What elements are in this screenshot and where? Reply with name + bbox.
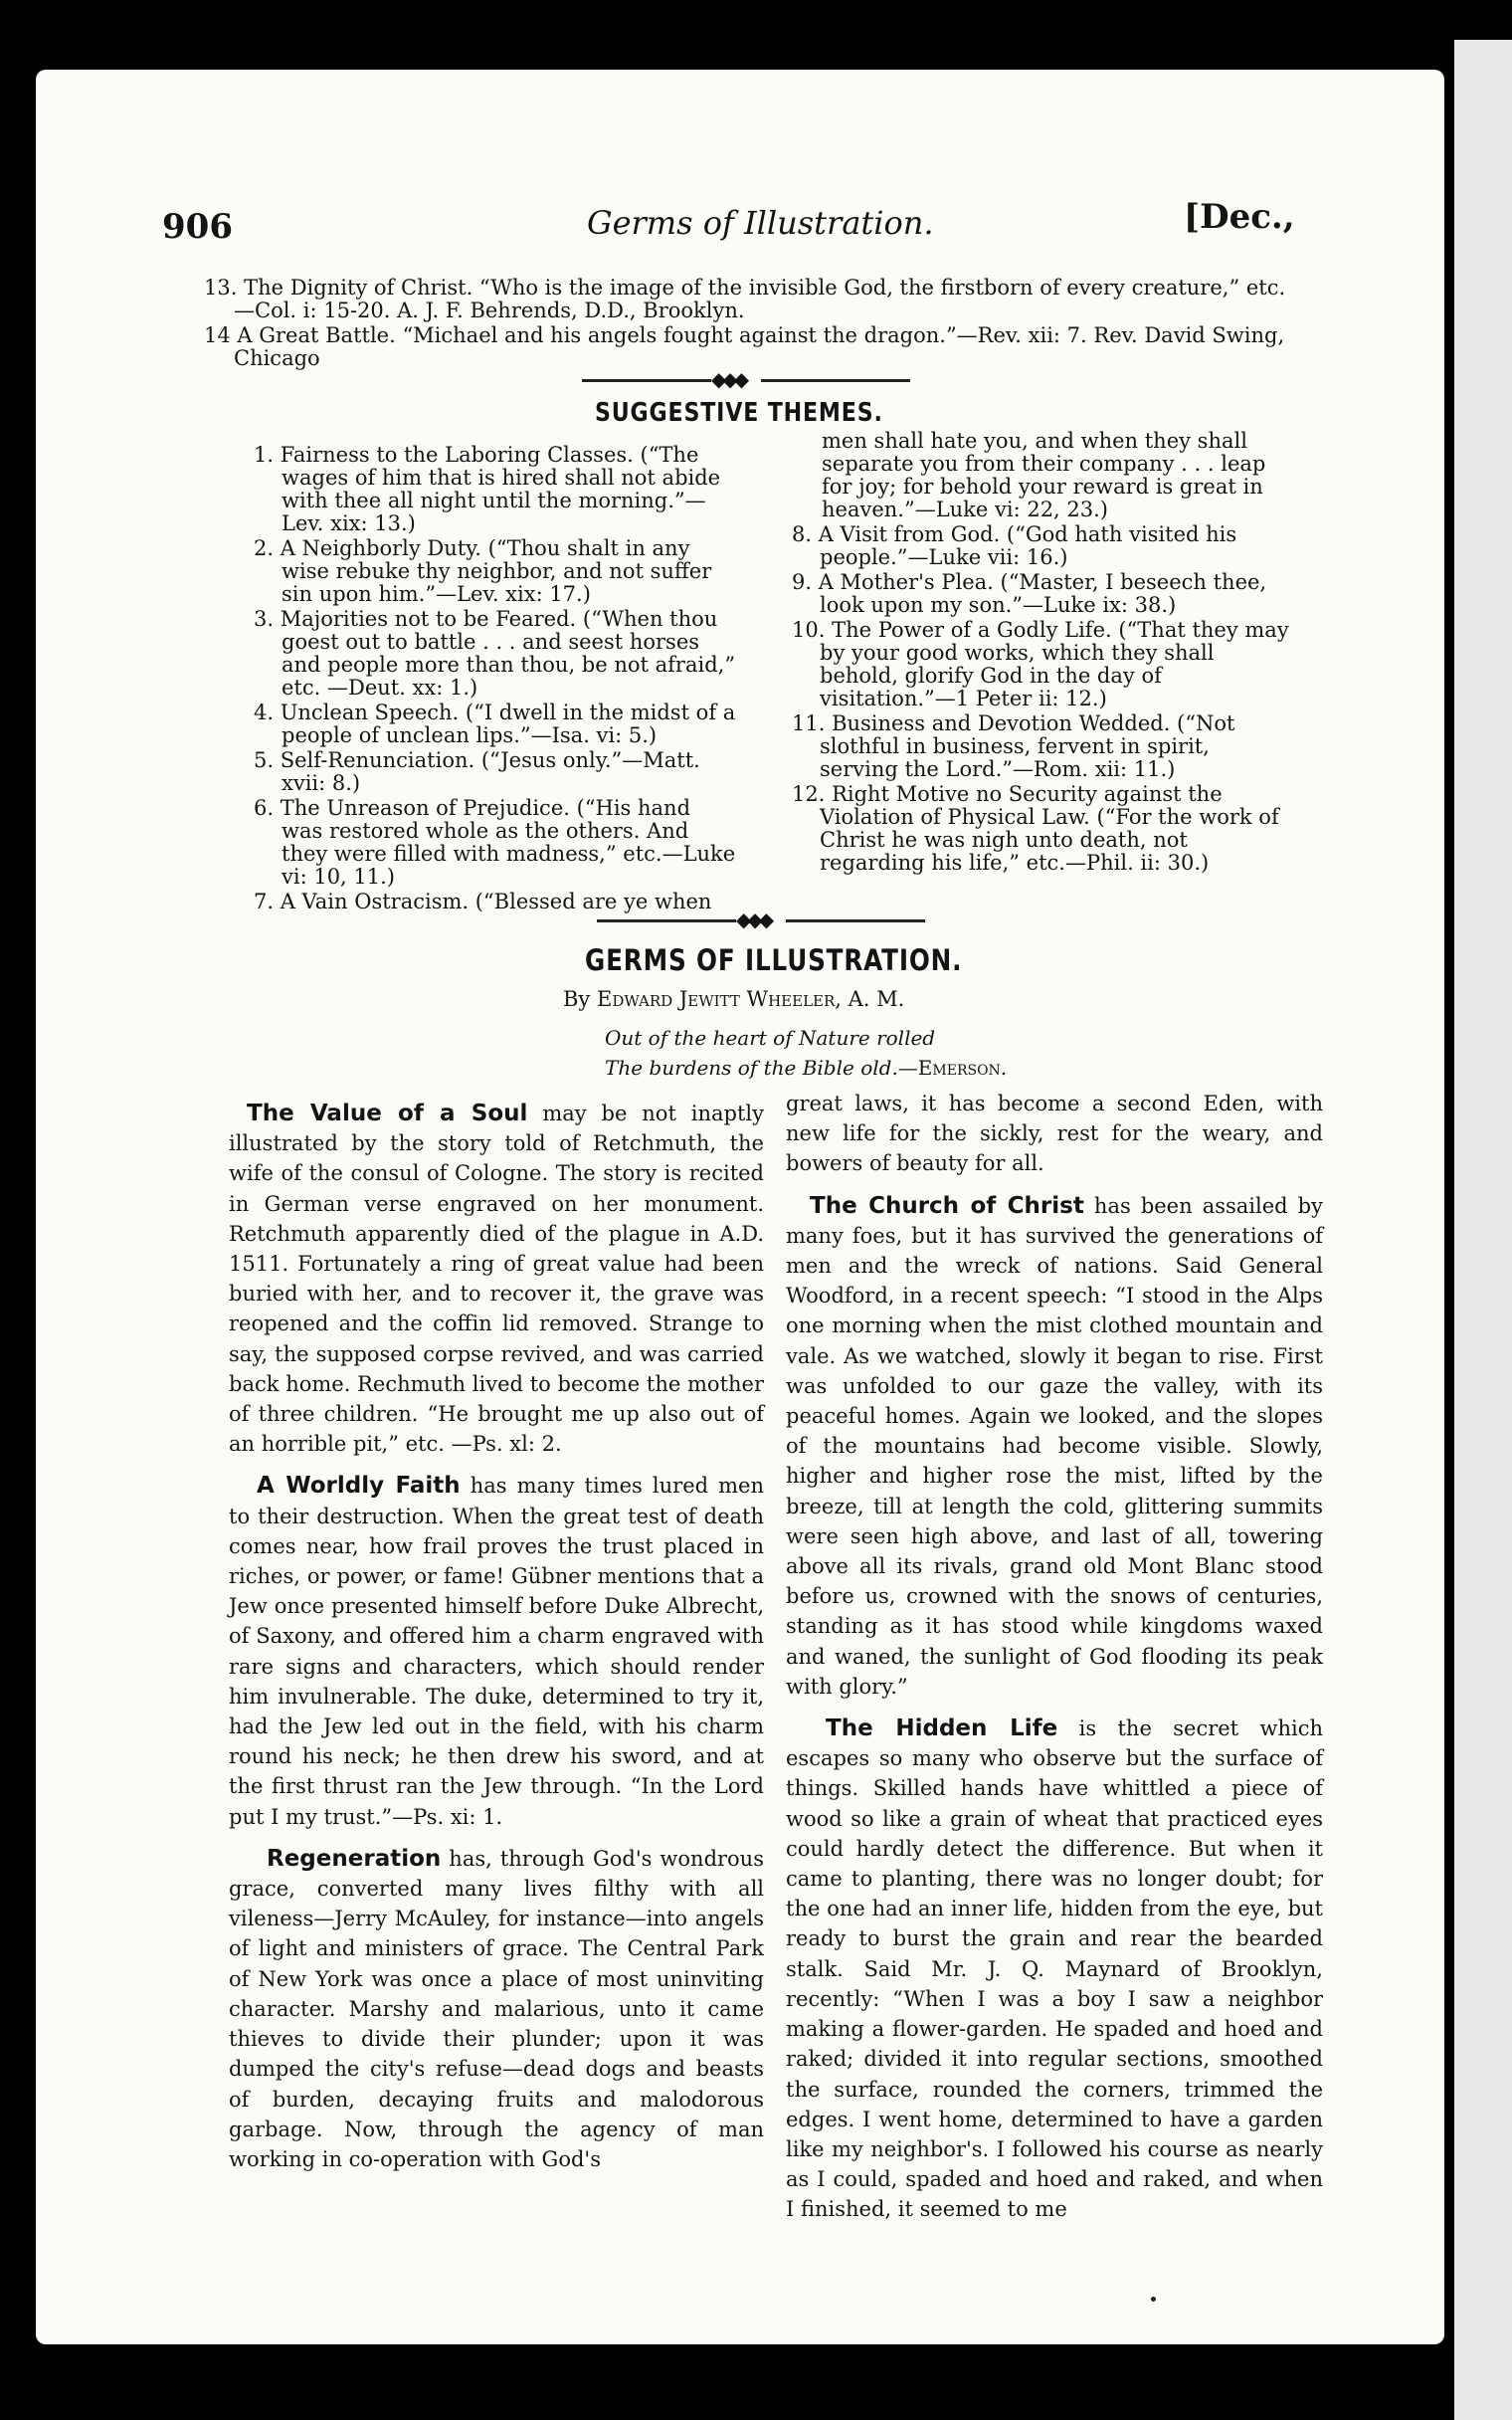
paragraph-lead: Regeneration	[267, 1845, 442, 1872]
epigraph-line-1: Out of the heart of Nature rolled	[605, 1026, 936, 1050]
body-left-column	[229, 1099, 764, 2186]
paragraph	[229, 1099, 764, 1459]
paragraph-text: is the secret which escapes so many who observe but the surface of things. Skilled hands have whittled a piece of wood so like a grain of wheat that practiced eyes could hardly detect the difference. But when it came to planting, there was no longer doubt; for the one had an inner life, hidden from the eye, but ready to burst the grain and rear the bearded stalk. Said Mr. J. Q. Maynard of Brooklyn, recently: “When I was a boy I saw a neighbor making a flower-garden. He spaded and hoed and raked; divided it into regular sections, smoothed the surface, rounded the corners, trimmed the edges. I went home, determined to have a garden like my neighbor's. I followed his course as nearly as I could, spaded and hoed and raked, and when I finished, it seemed to me	[786, 1716, 1323, 2222]
section-title-themes: SUGGESTIVE THEMES.	[595, 398, 883, 428]
ornament-rule-left	[597, 919, 736, 922]
ornament-diamonds: ◆◆◆	[711, 367, 746, 391]
epigraph-author: Emerson.	[917, 1056, 1008, 1080]
paragraph-lead: A Worldly Faith	[257, 1473, 461, 1500]
paragraph-lead: The Hidden Life	[826, 1715, 1058, 1742]
theme-item: 5. Self-Renunciation. (“Jesus only.”—Matt. xvii: 8.)	[254, 748, 700, 795]
theme-continuation: men shall hate you, and when they shall separate you from their company . . . leap for joy; for behold your reward is great in heaven.”—Luke vi: 22, 23.)	[822, 429, 1266, 521]
byline-prefix: By	[563, 987, 591, 1011]
body-right-column	[786, 1089, 1323, 2237]
epigraph-text: The burdens of the Bible old.—	[605, 1056, 918, 1080]
theme-item: 6. The Unreason of Prejudice. (“His hand was restored whole as the others. And they were filled with madness,” etc.—Luke vi: 10, 11.)	[254, 796, 736, 889]
theme-item: 3. Majorities not to be Feared. (“When thou goest out to battle . . . and seest horses and people more than thou, be not afraid,” etc. —Deut. xx: 1.)	[254, 607, 736, 700]
sermon-list	[204, 277, 1288, 372]
adjacent-page-edge	[1454, 40, 1512, 2420]
themes-left-column	[254, 444, 736, 915]
paragraph-text: has, through God's wondrous grace, converted many lives filthy with all vileness—Jerry McAuley, for instance—into angels of light and ministers of grace. The Central Park of New York was once a place of most uninviting character. Marshy and malarious, unto it came thieves to divide their plunder; upon it was dumped the city's refuse—dead dogs and beasts of burden, decaying fruits and malodorous garbage. Now, through the agency of man working in co-operation with God's	[229, 1846, 764, 2171]
theme-item: 4. Unclean Speech. (“I dwell in the midst of a people of unclean lips.”—Isa. vi: 5.)	[254, 701, 736, 747]
theme-item: 7. A Vain Ostracism. (“Blessed are ye when	[254, 890, 712, 913]
theme-item: 12. Right Motive no Security against the Violation of Physical Law. (“For the work of Christ he was nigh unto death, not regarding his life,” etc.—Phil. ii: 30.)	[792, 782, 1279, 875]
theme-item: 10. The Power of a Godly Life. (“That they may by your good works, which they shall behold, glorify God in the day of visitation.”—1 Peter ii: 12.)	[792, 618, 1289, 710]
section-title-germs: GERMS OF ILLUSTRATION.	[585, 943, 963, 977]
list-item: 13. The Dignity of Christ. “Who is the image of the invisible God, the firstborn of every creature,” etc.—Col. i: 15-20. A. J. F. Behrends, D.D., Brooklyn.	[204, 276, 1286, 322]
paragraph-lead: The Church of Christ	[810, 1192, 1084, 1219]
paragraph	[786, 1191, 1323, 1702]
theme-item: 9. A Mother's Plea. (“Master, I beseech thee, look upon my son.”—Luke ix: 38.)	[792, 570, 1267, 617]
paragraph-lead: The Value of a Soul	[247, 1101, 528, 1126]
paragraph	[229, 1844, 764, 2174]
paragraph	[786, 1089, 1323, 1179]
running-month: [Dec.,	[1184, 197, 1295, 237]
page-number: 906	[162, 207, 233, 247]
theme-item: 1. Fairness to the Laboring Classes. (“The wages of him that is hired shall not abide with thee all night until the morning.”—Lev. xix: 13.)	[254, 443, 721, 535]
running-title: Germs of Illustration.	[587, 204, 934, 242]
epigraph-line-2	[605, 1055, 1007, 1081]
themes-right-column	[792, 429, 1289, 877]
theme-item: 11. Business and Devotion Wedded. (“Not slothful in business, fervent in spirit, serving the Lord.”—Rom. xii: 11.)	[792, 711, 1235, 781]
paragraph	[229, 1471, 764, 1831]
byline-author: Edward Jewitt Wheeler, A. M.	[596, 987, 905, 1011]
ornament-rule-right	[786, 919, 925, 922]
list-item: 14 A Great Battle. “Michael and his angels fought against the dragon.”—Rev. xii: 7. Rev. David Swing, Chicago	[204, 323, 1285, 370]
paragraph	[786, 1714, 1323, 2224]
theme-item: 2. A Neighborly Duty. (“Thou shalt in any wise rebuke thy neighbor, and not suffer sin upon him.”—Lev. xix: 17.)	[254, 536, 712, 606]
paragraph-text: has many times lured men to their destruction. When the great test of death comes near, how frail proves the trust placed in riches, or power, or fame! Gübner mentions that a Jew once presented himself before Duke Albrecht, of Saxony, and offered him a charm engraved with rare signs and characters, which should render him invulnerable. The duke, determined to try it, had the Jew led out in the field, with his charm round his neck; he then drew his sword, and at the first thrust ran the Jew through. “In the Lord put I my trust.”—Ps. xi: 1.	[229, 1474, 765, 1829]
byline	[563, 987, 904, 1011]
theme-item: 8. A Visit from God. (“God hath visited his people.”—Luke vii: 16.)	[792, 522, 1237, 569]
paragraph-text: has been assailed by many foes, but it has survived the generations of men and the wreck of nations. Said General Woodford, in a recent speech: “I stood in the Alps one morning when the mist clothed mountain and vale. As we watched, slowly it began to rise. First was unfolded to our gaze the valley, with its peaceful homes. Again we looked, and the slopes of the mountains had become visible. Slowly, higher and higher rose the mist, lifted by the breeze, till at length the cold, glittering summits were seen high above, and last of all, towering above all its rivals, grand old Mont Blanc stood before us, crowned with the snows of centuries, standing as it has stood while kingdoms waxed and waned, the sunlight of God flooding its peak with glory.”	[786, 1193, 1323, 1699]
ornament-rule-left	[582, 379, 711, 382]
paragraph-text: great laws, it has become a second Eden, with new life for the sickly, rest for the weary, and bowers of beauty for all.	[786, 1092, 1323, 1176]
ink-speck	[1151, 2297, 1156, 2302]
paragraph-text: may be not inaptly illustrated by the story told of Retchmuth, the wife of the consul of Cologne. The story is recited in German verse engraved on her monument. Retchmuth apparently died of the plague in A.D. 1511. Fortunately a ring of great value had been buried with her, and to recover it, the grave was reopened and the coffin lid removed. Strange to say, the supposed corpse revived, and was carried back home. Rechmuth lived to become the mother of three children. “He brought me up also out of an horrible pit,” etc. —Ps. xl: 2.	[229, 1102, 764, 1457]
ornament-rule-right	[761, 379, 910, 382]
ornament-diamonds: ◆◆◆	[736, 908, 771, 931]
